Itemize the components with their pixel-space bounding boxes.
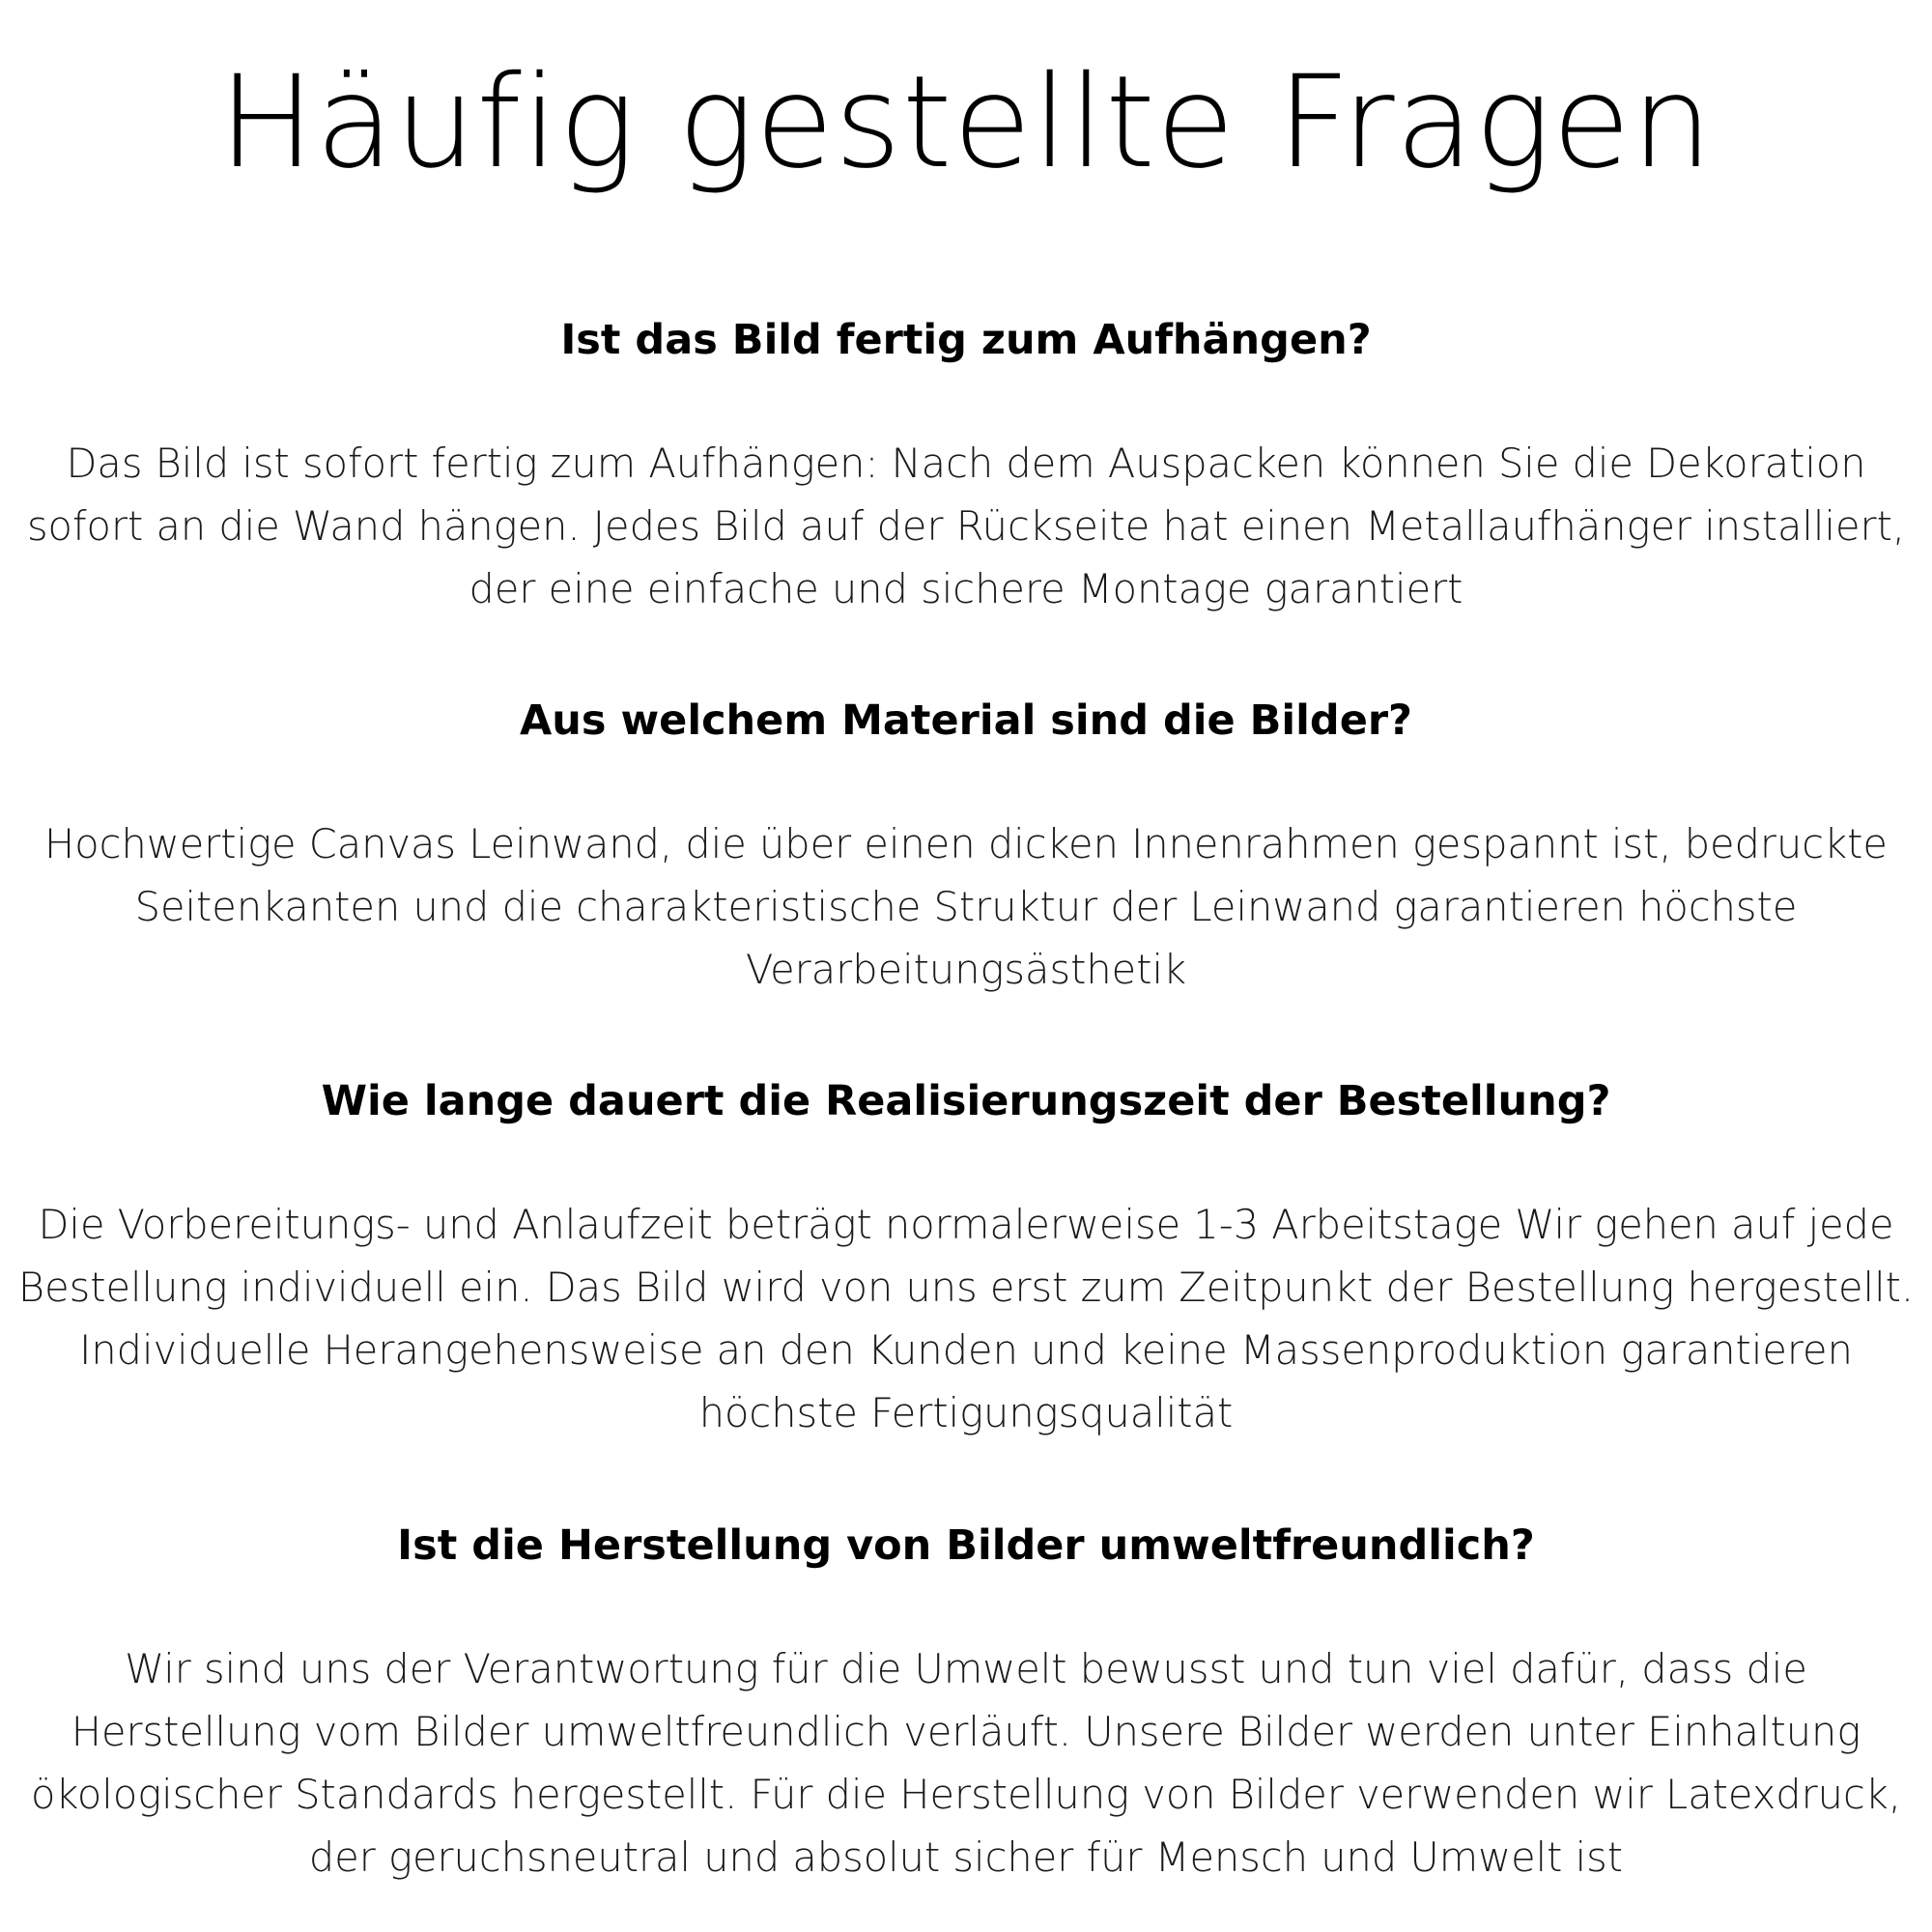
- faq-answer: Das Bild ist sofort fertig zum Aufhängen: Nach dem Auspacken können Sie die Dekoration sofort an die Wand hängen. Jedes Bild auf der Rückseite hat einen Metallaufhänger installiert, der eine einfache und sichere Montage garantiert: [26, 440, 1906, 612]
- faq-question: Ist das Bild fertig zum Aufhängen?: [560, 316, 1372, 364]
- faq-question: Ist die Herstellung von Bilder umweltfreundlich?: [397, 1521, 1535, 1570]
- faq-item: [0, 1072, 1932, 1444]
- faq-answer: Wir sind uns der Verantwortung für die Umwelt bewusst und tun viel dafür, dass die Herstellung vom Bilder umweltfreundlich verläuft. Unsere Bilder werden unter Einhaltung ökologischer Standards hergestellt. Für die Herstellung von Bilder verwenden wir Latexdruck, der geruchsneutral und absolut sicher für Mensch und Umwelt ist: [30, 1645, 1902, 1881]
- faq-question: Wie lange dauert die Realisierungszeit der Bestellung?: [321, 1077, 1611, 1125]
- faq-item: [0, 1517, 1932, 1889]
- faq-answer: Die Vorbereitungs- und Anlaufzeit beträgt normalerweise 1-3 Arbeitstage Wir gehen auf jede Bestellung individuell ein. Das Bild wird von uns erst zum Zeitpunkt der Bestellung hergestellt. Individuelle Herangehensweise an den Kunden und keine Massenproduktion garantieren höchste Fertigungsqualität: [17, 1201, 1915, 1436]
- faq-question: Aus welchem Material sind die Bilder?: [519, 696, 1413, 745]
- faq-answer: Hochwertige Canvas Leinwand, die über einen dicken Innenrahmen gespannt ist, bedruckte Seitenkanten und die charakteristische Struktur der Leinwand garantieren höchste Verarbeitungsästhetik: [44, 820, 1888, 993]
- page-title: Häufig gestellte Fragen: [218, 48, 1714, 197]
- faq-item: [0, 311, 1932, 620]
- faq-item: [0, 692, 1932, 1001]
